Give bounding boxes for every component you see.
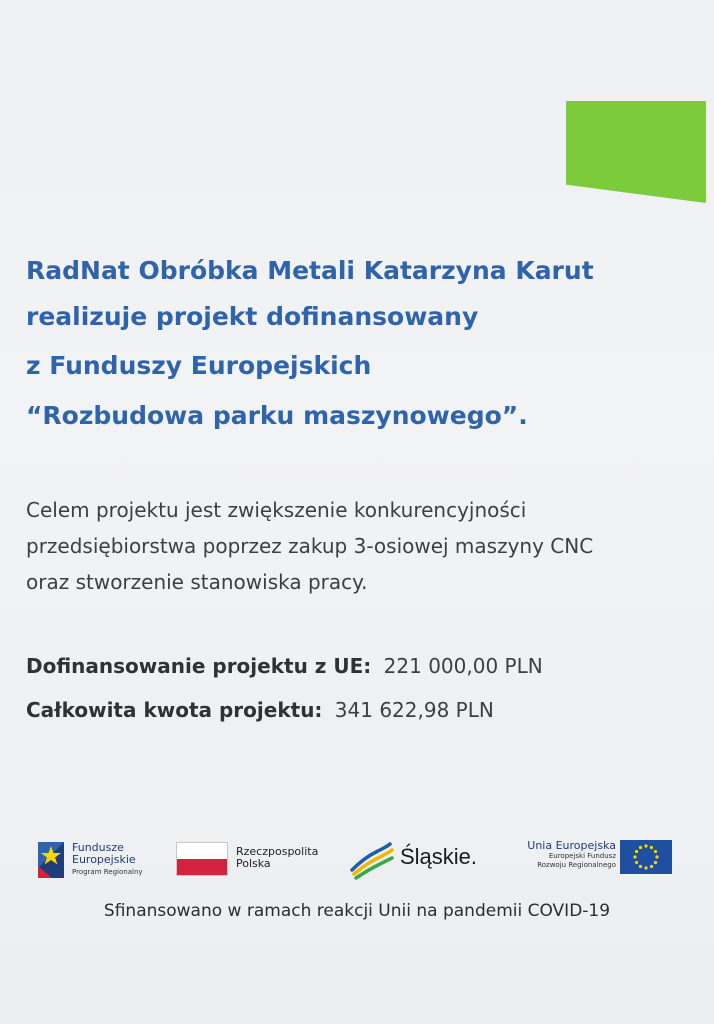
slaskie-text: Śląskie. xyxy=(400,844,478,869)
fundusze-europejskie-text xyxy=(72,842,143,878)
rp-line-2: Polska xyxy=(236,857,271,870)
headline-line-2: realizuje projekt dofinansowany xyxy=(26,302,479,331)
logo-strip xyxy=(30,832,680,888)
description-line-2: przedsiębiorstwa poprzez zakup 3-osiowej maszyny CNC xyxy=(26,534,594,558)
fe-line-1: Fundusze xyxy=(72,841,124,854)
ue-title: Unia Europejska xyxy=(527,839,616,852)
total-amount-value: 341 622,98 PLN xyxy=(334,698,494,722)
eu-funding-value: 221 000,00 PLN xyxy=(383,654,543,678)
fundusze-europejskie-icon xyxy=(34,838,68,882)
covid-funding-note: Sfinansowano w ramach reakcji Unii na pandemii COVID-19 xyxy=(103,901,611,921)
eu-funding-row xyxy=(26,648,696,692)
rzeczpospolita-polska-text xyxy=(236,846,318,870)
unia-europejska-text xyxy=(512,840,616,870)
poland-flag-icon xyxy=(176,842,228,876)
total-amount-row xyxy=(26,692,696,736)
total-amount-label: Całkowita kwota projektu: xyxy=(26,698,323,722)
flag-white-stripe xyxy=(177,843,227,859)
description-line-3: oraz stworzenie stanowiska pracy. xyxy=(26,570,368,594)
eu-stars-icon xyxy=(620,840,672,874)
headline-line-3: z Funduszy Europejskich xyxy=(26,351,372,380)
flag-red-stripe xyxy=(177,859,227,875)
ue-subtitle-1: Europejski Fundusz xyxy=(548,852,616,860)
unia-europejska-logo xyxy=(510,832,680,888)
fe-line-2: Europejskie xyxy=(72,853,136,866)
fundusze-europejskie-logo xyxy=(34,832,164,888)
headline-line-1: RadNat Obróbka Metali Katarzyna Karut xyxy=(26,256,594,285)
fe-subtitle: Program Regionalny xyxy=(72,868,143,876)
green-accent-block xyxy=(566,101,706,203)
slaskie-logo xyxy=(348,832,498,888)
headline-line-4: “Rozbudowa parku maszynowego”. xyxy=(26,401,528,430)
project-description xyxy=(26,492,696,600)
eu-funding-label: Dofinansowanie projektu z UE: xyxy=(26,654,372,678)
rp-line-1: Rzeczpospolita xyxy=(236,845,319,858)
ue-subtitle-2: Rozwoju Regionalnego xyxy=(537,861,616,869)
funding-summary xyxy=(26,648,696,736)
eu-flag-icon xyxy=(620,840,672,874)
slaskie-wave-icon xyxy=(348,840,394,880)
rzeczpospolita-polska-logo xyxy=(172,832,332,888)
description-line-1: Celem projektu jest zwiększenie konkurencyjności xyxy=(26,498,527,522)
